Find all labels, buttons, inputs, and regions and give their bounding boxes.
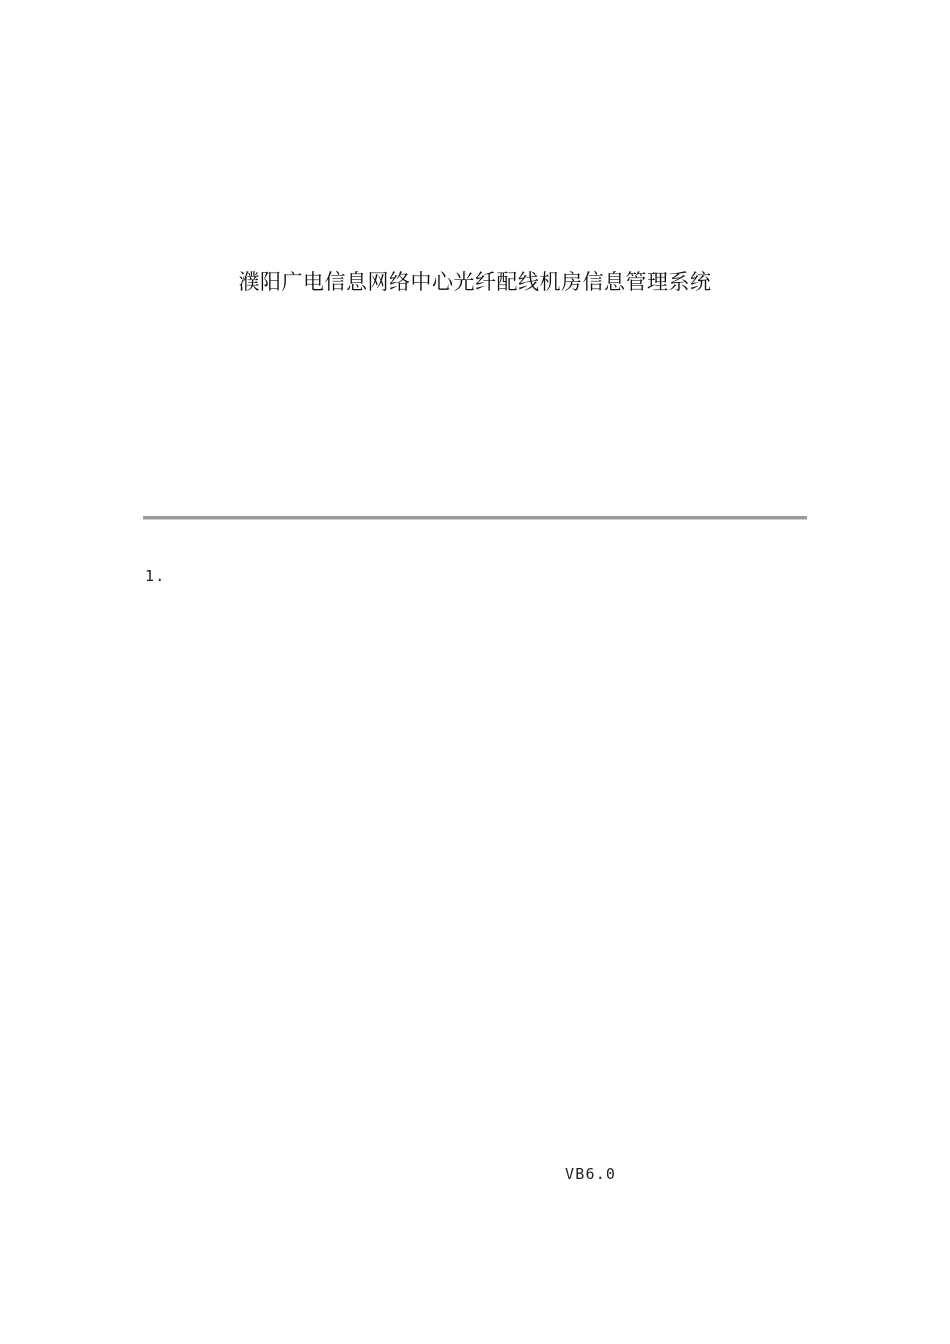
body-line-12-right: VB6.0: [565, 1165, 617, 1183]
section-heading: 1.: [145, 567, 176, 585]
author-name-1: [652, 347, 662, 367]
header-divider: [143, 516, 807, 520]
document-title: 濮阳广电信息网络中心光纤配线机房信息管理系统: [238, 270, 712, 294]
